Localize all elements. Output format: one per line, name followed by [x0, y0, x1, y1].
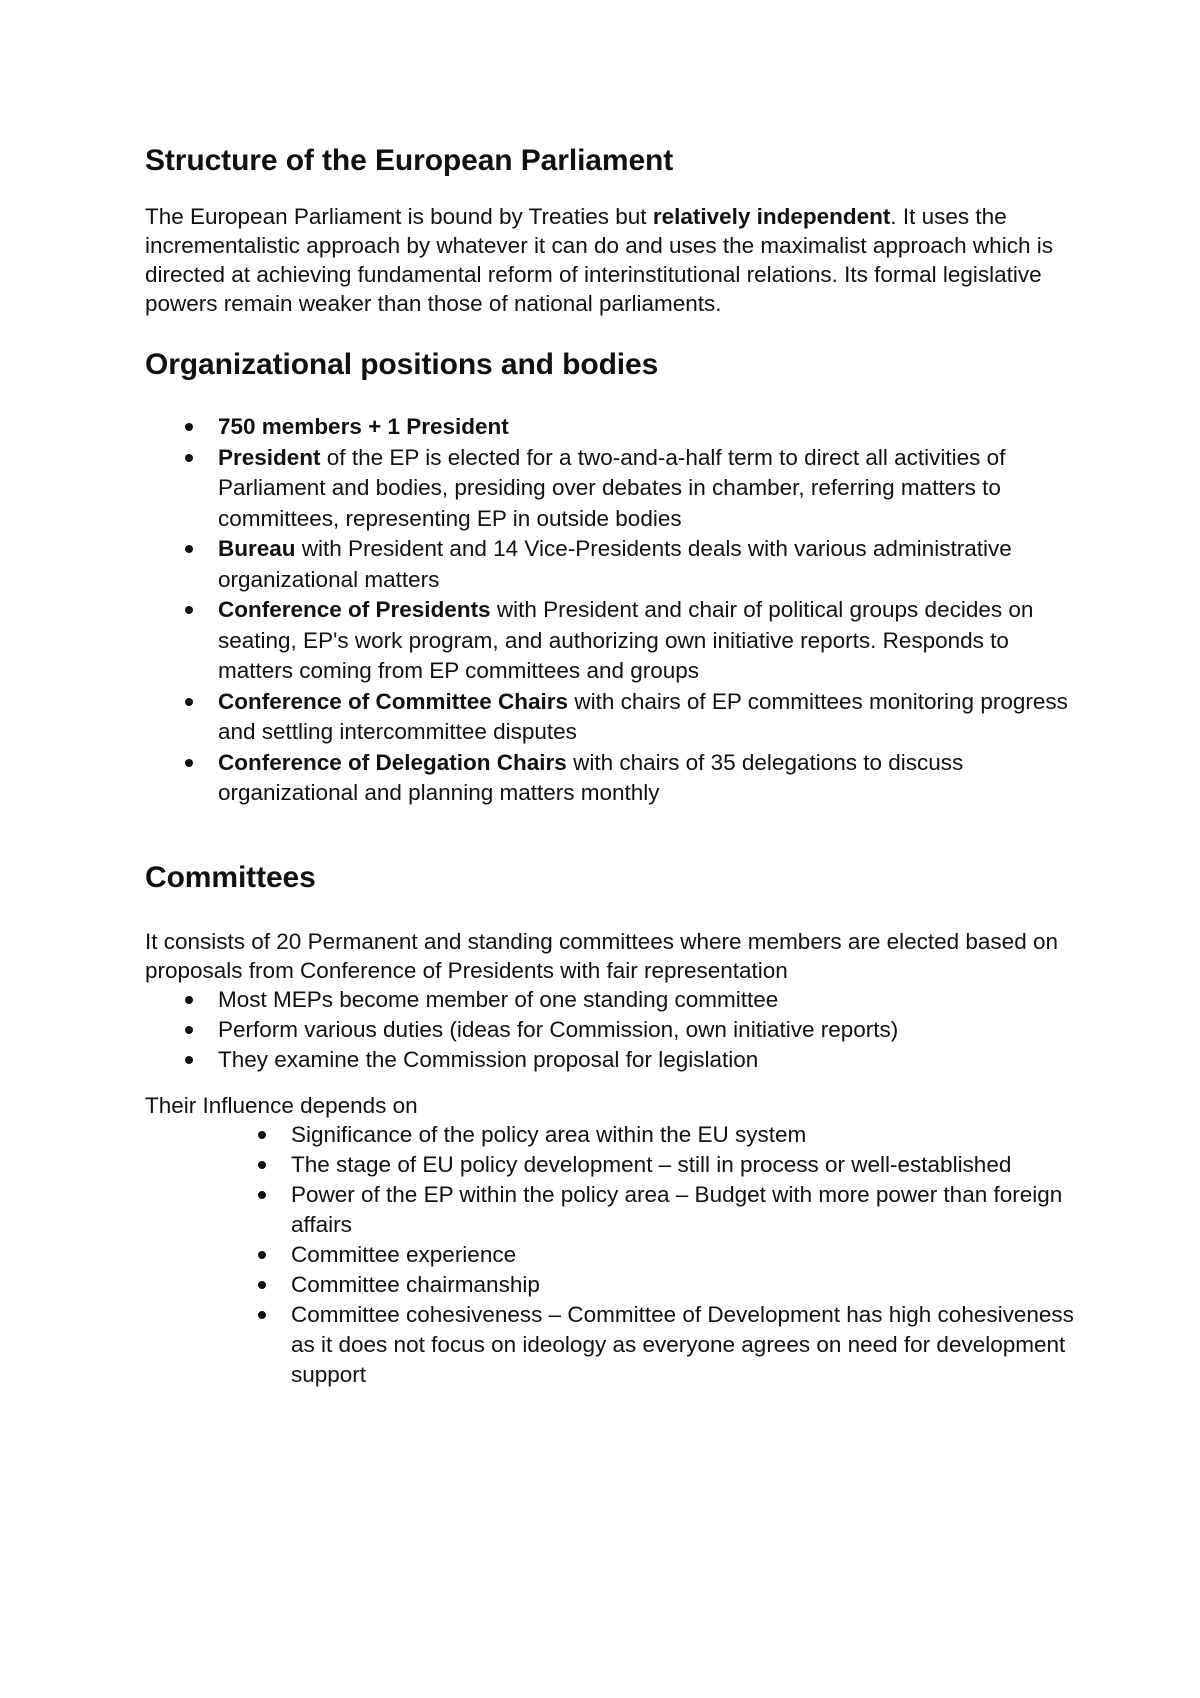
bullet-icon	[185, 759, 193, 767]
list-item	[145, 687, 1075, 748]
list-item-bold: Conference of Presidents	[218, 597, 491, 622]
list-item-text: with President and chair of political groups decides on seating, EP's work program, and authorizing own initiative reports. Responds to matters coming from EP committees and groups	[218, 597, 1034, 683]
list-item	[145, 1015, 1075, 1045]
list-item	[145, 1150, 1075, 1180]
list-item-text: with President and 14 Vice-Presidents deals with various administrative organizational matters	[218, 536, 1012, 592]
bullet-icon	[258, 1311, 266, 1319]
bullet-icon	[258, 1281, 266, 1289]
list-item-text: with chairs of 35 delegations to discuss organizational and planning matters monthly	[218, 749, 964, 805]
influence-list	[145, 1120, 1075, 1390]
bullet-icon	[185, 698, 193, 706]
list-item-bold: Conference of Committee Chairs	[218, 688, 569, 714]
list-item	[145, 748, 1075, 809]
list-item	[145, 1240, 1075, 1270]
bullet-icon	[185, 545, 193, 553]
list-item-bold: Conference of Delegation Chairs	[218, 749, 567, 775]
committees-paragraph: It consists of 20 Permanent and standing committees where members are elected based on proposals from Conference of Presidents with fair representation	[145, 928, 1058, 983]
bullet-icon	[185, 996, 193, 1004]
list-item	[145, 985, 1075, 1015]
bullet-icon	[258, 1131, 266, 1139]
bullet-icon	[258, 1251, 266, 1259]
list-item	[145, 1270, 1075, 1300]
list-item	[145, 1180, 1075, 1240]
intro-text-end: . It uses the incrementalistic approach by whatever it can do and uses the maximalist approach which is directed at achieving fundamental reform of interinstitutional relations. Its formal legislative powers remain weaker than those of national parliaments.	[145, 204, 1053, 316]
org-section-heading: Organizational positions and bodies	[145, 348, 659, 381]
list-item-text: Power of the EP within the policy area – Budget with more power than foreign affairs	[291, 1181, 1063, 1237]
list-item-text: Perform various duties (ideas for Commission, own initiative reports)	[218, 1016, 899, 1042]
intro-text-start: The European Parliament is bound by Treaties but	[145, 204, 653, 229]
bullet-icon	[258, 1191, 266, 1199]
bullet-icon	[258, 1161, 266, 1169]
document-content	[145, 140, 1075, 1390]
document-title: Structure of the European Parliament	[145, 144, 674, 177]
bullet-icon	[185, 454, 193, 462]
bullet-icon	[185, 1026, 193, 1034]
intro-bold-text: relatively independent	[652, 204, 891, 229]
list-item-bold: President	[218, 444, 321, 470]
committees-list	[145, 985, 1075, 1075]
org-bodies-list	[145, 412, 1075, 809]
bullet-icon	[185, 423, 193, 431]
list-item-text: with chairs of EP committees monitoring progress and settling intercommittee disputes	[218, 688, 1068, 744]
list-item-text: Most MEPs become member of one standing committee	[218, 986, 779, 1012]
list-item-bold: Bureau	[218, 536, 296, 561]
list-item-bold: 750 members + 1 President	[218, 414, 509, 439]
bullet-icon	[185, 1056, 193, 1064]
bullet-icon	[185, 606, 193, 614]
list-item	[145, 443, 1075, 535]
list-item-text: Committee chairmanship	[291, 1271, 540, 1297]
list-item-text: Committee experience	[291, 1241, 517, 1267]
list-item-text: Committee cohesiveness – Committee of Development has high cohesiveness as it does not focus on ideology as everyone agrees on need for development support	[291, 1301, 1074, 1387]
list-item-text: They examine the Commission proposal for legislation	[218, 1046, 759, 1072]
list-item	[145, 1045, 1075, 1075]
list-item	[145, 1120, 1075, 1150]
list-item-text: The stage of EU policy development – still in process or well-established	[291, 1151, 1012, 1177]
influence-label: Their Influence depends on	[145, 1092, 418, 1118]
committees-section-heading: Committees	[145, 860, 316, 894]
list-item	[145, 412, 1075, 443]
list-item-text: of the EP is elected for a two-and-a-half term to direct all activities of Parliament and bodies, presiding over debates in chamber, referring matters to committees, representing EP in outside bodies	[218, 444, 1006, 531]
list-item	[145, 534, 1075, 595]
list-item	[145, 1300, 1075, 1390]
list-item	[145, 595, 1075, 687]
intro-paragraph	[145, 202, 1075, 318]
list-item-text: Significance of the policy area within the EU system	[291, 1121, 807, 1147]
